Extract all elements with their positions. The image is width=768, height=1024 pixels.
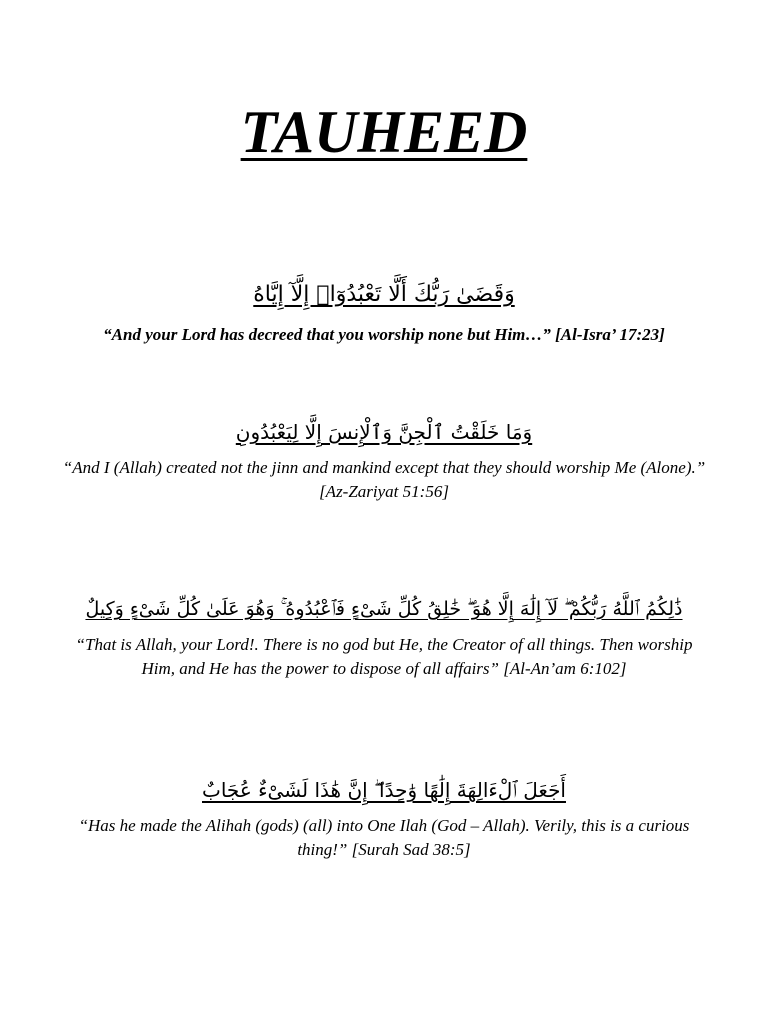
page-title: TAUHEED bbox=[240, 99, 528, 165]
verse-translation: “Has he made the Alihah (gods) (all) into One Ilah (God – Allah). Verily, this is a curious thing!” [Surah Sad 38:5] bbox=[78, 816, 690, 859]
verse-block-zariyat bbox=[60, 418, 708, 504]
arabic-verse: أَجَعَلَ ٱلْءَالِهَةَ إِلَٰهًا وَٰحِدًا ۖ إِنَّ هَٰذَا لَشَىْءٌ عُجَابٌ bbox=[202, 778, 566, 802]
verse-translation: “That is Allah, your Lord!. There is no god but He, the Creator of all things. Then worship Him, and He has the power to dispose of all affairs” [Al-An’am 6:102] bbox=[75, 634, 693, 678]
arabic-verse: ذَٰلِكُمُ ٱللَّهُ رَبُّكُمْ ۖ لَآ إِلَٰهَ إِلَّا هُوَ ۖ خَٰلِقُ كُلِّ شَىْءٍ فَٱعْبُدُوهُ ۚ وَهُوَ عَلَىٰ كُلِّ شَىْءٍ وَكِيلٌ bbox=[85, 598, 683, 620]
arabic-verse: وَقَضَىٰ رَبُّكَ أَلَّا تَعْبُدُوٓا۟ إِلَّآ إِيَّاهُ bbox=[253, 282, 515, 307]
verse-block-anam bbox=[60, 596, 708, 681]
verse-translation: “And your Lord has decreed that you worship none but Him…” [Al-Isra’ 17:23] bbox=[103, 324, 665, 344]
verse-translation: “And I (Allah) created not the jinn and mankind except that they should worship Me (Alone).” [Az-Zariyat 51:56] bbox=[62, 458, 706, 501]
arabic-verse: وَمَا خَلَقْتُ ٱلْجِنَّ وَٱلْإِنسَ إِلَّا لِيَعْبُدُونِ bbox=[235, 420, 533, 444]
verse-block-sad bbox=[60, 776, 708, 862]
verse-block-isra bbox=[60, 280, 708, 347]
